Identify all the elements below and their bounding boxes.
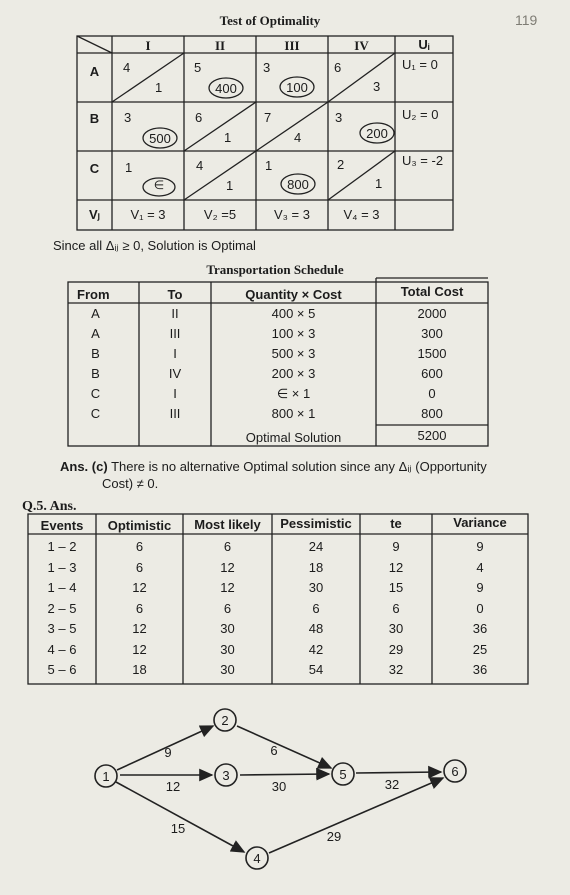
- q5-cell: 9: [476, 539, 484, 554]
- edge-label-1-4: 15: [170, 821, 186, 836]
- edge-label-1-3: 12: [165, 779, 181, 794]
- u-A: U₁ = 0: [402, 57, 438, 72]
- alloc-C-I-epsilon: ∈: [153, 178, 165, 192]
- q5-cell: 24: [308, 539, 324, 554]
- q5-cell: 12: [220, 580, 235, 595]
- delta-C-II: 1: [226, 178, 234, 193]
- q5-cell: 4 – 6: [47, 642, 77, 657]
- v-label: Vⱼ: [89, 207, 100, 222]
- q5-cell: 6: [135, 560, 144, 575]
- edge-5-6: [356, 772, 441, 773]
- delta-A-IV: 3: [373, 79, 381, 94]
- schedule-total-cell: 300: [421, 326, 443, 341]
- schedule-from-cell: C: [90, 406, 101, 421]
- answer-c-line2: Cost) ≠ 0.: [102, 476, 159, 491]
- schedule-qty-cell: 100 × 3: [271, 326, 316, 341]
- q5-cell: 36: [472, 662, 488, 677]
- edge-3-5: [240, 774, 329, 775]
- q5-cell: 12: [388, 560, 404, 575]
- v-I: V₁ = 3: [130, 207, 166, 222]
- row-label-C: C: [89, 161, 100, 176]
- col-header-I: I: [145, 38, 151, 53]
- schedule-qty-cell: 400 × 5: [271, 306, 316, 321]
- cost-C-I: 1: [125, 160, 133, 175]
- cost-A-I: 4: [123, 60, 131, 75]
- q5-cell: 9: [476, 580, 484, 595]
- q5-cell: 12: [132, 621, 147, 636]
- optimality-note: Since all Δᵢⱼ ≥ 0, Solution is Optimal: [53, 238, 256, 253]
- q5-cell: 1 – 3: [47, 560, 77, 575]
- schedule-qty-cell: ∈ × 1: [276, 386, 311, 401]
- q5-cell: 12: [132, 580, 147, 595]
- cost-A-IV: 6: [334, 60, 342, 75]
- schedule-from-cell: A: [91, 306, 100, 321]
- delta-B-II: 1: [224, 130, 232, 145]
- q5-header-optimistic: Optimistic: [107, 518, 172, 533]
- q5-cell: 6: [312, 601, 320, 616]
- node-label-1: 1: [102, 769, 110, 784]
- node-label-3: 3: [222, 768, 230, 783]
- schedule-footer-total: 5200: [417, 428, 447, 443]
- edge-label-3-5: 30: [271, 779, 287, 794]
- q5-cell: 6: [223, 539, 232, 554]
- q5-cell: 6: [135, 539, 144, 554]
- node-label-6: 6: [451, 764, 459, 779]
- schedule-to-cell: II: [171, 306, 179, 321]
- schedule-qty-cell: 500 × 3: [271, 346, 316, 361]
- edge-label-2-5: 6: [270, 743, 278, 758]
- q5-header-most-likely: Most likely: [194, 517, 261, 532]
- q5-cell: 25: [472, 642, 488, 657]
- alloc-A-II: 400: [215, 81, 237, 96]
- cost-B-II: 6: [195, 110, 203, 125]
- q5-cell: 0: [476, 601, 484, 616]
- answer-c-line1: There is no alternative Optimal solution since any Δᵢⱼ (Opportunity: [111, 459, 487, 474]
- q5-header-events: Events: [40, 518, 84, 533]
- q5-header-pessimistic: Pessimistic: [280, 516, 352, 531]
- q5-cell: 12: [220, 560, 235, 575]
- schedule-total-cell: 800: [421, 406, 443, 421]
- cost-C-II: 4: [196, 158, 204, 173]
- q5-cell: 12: [132, 642, 147, 657]
- q5-cell: 29: [388, 642, 404, 657]
- q5-cell: 4: [476, 560, 484, 575]
- q5-cell: 36: [472, 621, 488, 636]
- node-label-4: 4: [253, 851, 261, 866]
- cost-A-III: 3: [263, 60, 271, 75]
- schedule-from-cell: A: [91, 326, 100, 341]
- node-label-5: 5: [339, 767, 347, 782]
- q5-cell: 32: [388, 662, 404, 677]
- schedule-qty-cell: 800 × 1: [271, 406, 316, 421]
- node-label-2: 2: [221, 713, 229, 728]
- schedule-header-qty: Quantity × Cost: [245, 287, 342, 302]
- ghost-page-number: 119: [515, 12, 538, 28]
- alloc-B-I: 500: [149, 131, 171, 146]
- col-header-III: III: [284, 38, 300, 53]
- row-label-A: A: [89, 64, 100, 79]
- q5-cell: 30: [388, 621, 404, 636]
- schedule-qty-cell: 200 × 3: [271, 366, 316, 381]
- q5-heading: Q.5. Ans.: [22, 499, 77, 514]
- u-B: U₂ = 0: [402, 107, 439, 122]
- delta-C-IV: 1: [375, 176, 383, 191]
- schedule-from-cell: B: [91, 346, 100, 361]
- q5-cell: 18: [308, 560, 324, 575]
- col-header-II: II: [214, 38, 226, 53]
- schedule-from-cell: B: [91, 366, 100, 381]
- q5-cell: 1 – 2: [47, 539, 77, 554]
- optimality-title: Test of Optimality: [219, 13, 321, 28]
- q5-cell: 6: [223, 601, 232, 616]
- q5-cell: 18: [132, 662, 147, 677]
- schedule-total-cell: 0: [428, 386, 436, 401]
- q5-cell: 15: [388, 580, 404, 595]
- cost-B-III: 7: [264, 110, 272, 125]
- q5-cell: 48: [308, 621, 324, 636]
- schedule-total-cell: 2000: [417, 306, 447, 321]
- q5-cell: 30: [220, 662, 235, 677]
- edge-label-5-6: 32: [384, 777, 400, 792]
- cost-C-IV: 2: [337, 157, 345, 172]
- alloc-B-IV: 200: [366, 126, 388, 141]
- schedule-to-cell: IV: [168, 366, 182, 381]
- edge-2-5: [237, 726, 331, 768]
- q5-cell: 30: [220, 642, 235, 657]
- cost-A-II: 5: [194, 60, 202, 75]
- v-III: V₃ = 3: [273, 207, 310, 222]
- q5-header-variance: Variance: [453, 515, 507, 530]
- schedule-from-cell: C: [90, 386, 101, 401]
- row-label-B: B: [89, 111, 100, 126]
- alloc-C-III: 800: [287, 177, 309, 192]
- cost-C-III: 1: [265, 158, 273, 173]
- q5-cell: 30: [220, 621, 235, 636]
- schedule-total-cell: 1500: [417, 346, 447, 361]
- q5-cell: 5 – 6: [47, 662, 77, 677]
- q5-cell: 30: [308, 580, 324, 595]
- delta-B-III: 4: [294, 130, 302, 145]
- col-header-IV: IV: [354, 38, 369, 53]
- cost-B-I: 3: [124, 110, 132, 125]
- q5-cell: 2 – 5: [47, 601, 77, 616]
- edge-label-1-2: 9: [164, 745, 172, 760]
- v-II: V₂ =5: [203, 207, 237, 222]
- q5-cell: 42: [308, 642, 324, 657]
- q5-cell: 1 – 4: [47, 580, 77, 595]
- edge-4-6: [269, 778, 443, 853]
- q5-cell: 6: [135, 601, 144, 616]
- q5-cell: 54: [308, 662, 324, 677]
- schedule-total-cell: 600: [421, 366, 443, 381]
- schedule-header-from: From: [77, 287, 110, 302]
- schedule-header-to: To: [167, 287, 183, 302]
- v-IV: V₄ = 3: [343, 207, 380, 222]
- alloc-A-III: 100: [286, 80, 308, 95]
- schedule-to-cell: III: [169, 406, 181, 421]
- q5-cell: 3 – 5: [47, 621, 77, 636]
- schedule-title: Transportation Schedule: [206, 262, 344, 277]
- col-header-u: Uᵢ: [418, 37, 430, 52]
- schedule-to-cell: I: [173, 346, 177, 361]
- schedule-header-total: Total Cost: [400, 284, 464, 299]
- q5-cell: 9: [392, 539, 400, 554]
- q5-cell: 6: [392, 601, 400, 616]
- q5-header-te: te: [390, 516, 402, 531]
- delta-A-I: 1: [155, 80, 163, 95]
- answer-c-label: Ans. (c): [60, 459, 108, 474]
- u-C: U₃ = -2: [402, 153, 444, 168]
- schedule-to-cell: III: [169, 326, 181, 341]
- cost-B-IV: 3: [335, 110, 343, 125]
- schedule-footer-label: Optimal Solution: [245, 430, 342, 445]
- schedule-to-cell: I: [173, 386, 177, 401]
- edge-label-4-6: 29: [326, 829, 342, 844]
